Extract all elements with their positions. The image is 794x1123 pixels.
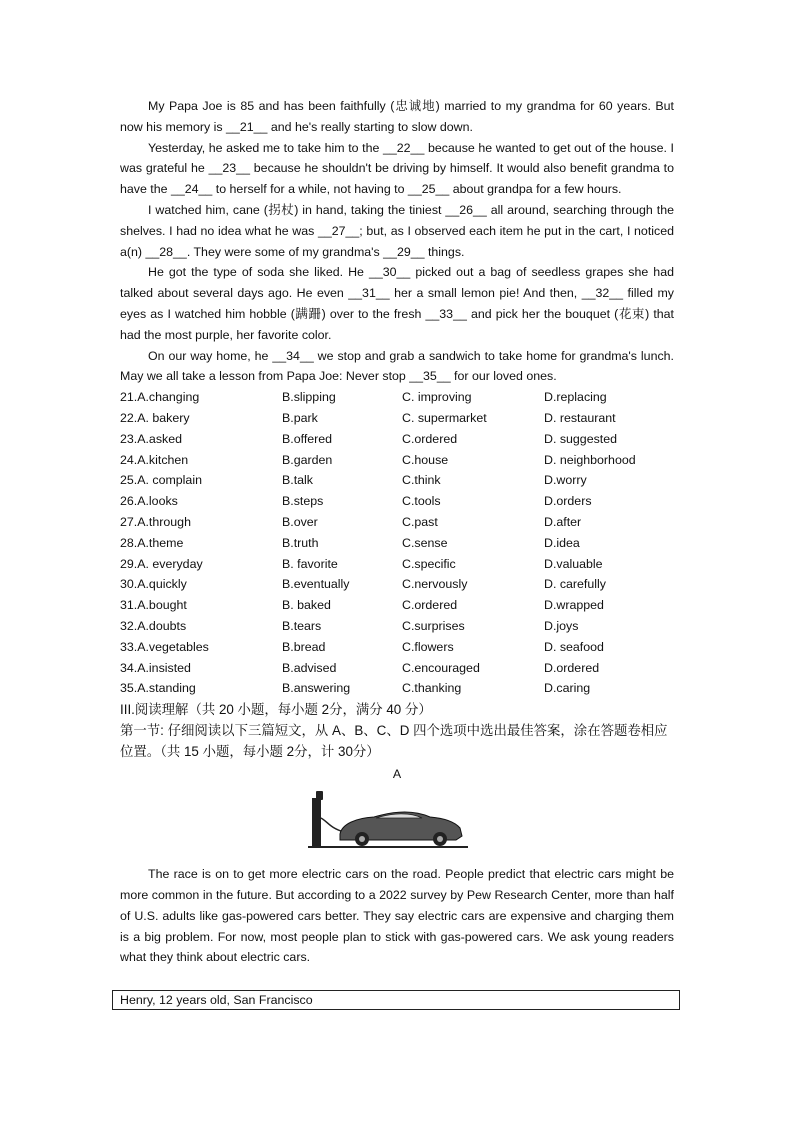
option-d: D.idea [544,535,580,550]
cloze-paragraph-3: I watched him, cane (拐杖) in hand, taking the tiniest __26__ all around, searching through the shelves. I had no idea what he was __27__; but, as I observed each item he put in the cart, I noticed a(n) __28__. They were some of my grandma's __29__ things. [120,202,674,259]
passage-label: A [392,767,402,782]
option-c: C.tools [402,494,441,509]
option-row [120,533,674,554]
option-d: D. carefully [544,577,606,592]
option-c: C.surprises [402,618,465,633]
option-row [120,678,674,699]
option-b: B.offered [282,431,333,446]
option-c: C.ordered [402,598,458,613]
option-b: B.over [282,514,318,529]
option-a: 32.A.doubts [120,618,187,633]
cloze-paragraph-1: My Papa Joe is 85 and has been faithfully (忠诚地) married to my grandma for 60 years. But now his memory is __21__ and he's really starting to slow down. [120,99,674,134]
option-row [120,387,674,408]
option-d: D.joys [544,618,579,633]
option-c: C.encouraged [402,660,480,675]
option-b: B.garden [282,452,333,467]
option-b: B.park [282,410,318,425]
option-row [120,574,674,595]
option-b: B.talk [282,473,313,488]
option-c: C.nervously [402,577,468,592]
option-a: 27.A.through [120,514,191,529]
option-row [120,658,674,679]
option-row [120,637,674,658]
option-a: 26.A.looks [120,494,178,509]
option-row [120,450,674,471]
option-b: B.truth [282,535,319,550]
option-c: C.sense [402,535,448,550]
option-d: D.worry [544,473,587,488]
option-b: B.eventually [282,577,350,592]
option-row [120,491,674,512]
passage-a-text: The race is on to get more electric cars on the road. People predict that electric cars might be more common in the future. But according to a 2022 survey by Pew Research Center, more than half of U.S. adults like gas-powered cars better. They say electric cars are expensive and charging them is a big problem. For now, most people plan to stick with gas-powered cars. We ask young readers what they think about electric cars. [120,867,674,965]
option-a: 29.A. everyday [120,556,203,571]
option-b: B.bread [282,639,326,654]
option-c: C.think [402,473,441,488]
option-a: 33.A.vegetables [120,639,209,654]
section-heading: III.阅读理解（共 20 小题，每小题 2分，满分 40 分） [120,702,432,718]
option-b: B. favorite [282,556,338,571]
section-instructions: 第一节: 仔细阅读以下三篇短文，从 A、B、C、D 四个选项中选出最佳答案，涂在答题卷相应位置。（共 15 小题，每小题 2分，计 30分） [120,723,668,760]
option-row [120,595,674,616]
electric-car-charging-icon [304,788,470,850]
option-a: 28.A.theme [120,535,184,550]
option-c: C.ordered [402,431,458,446]
reader-comment-box: Henry, 12 years old, San Francisco [112,990,680,1010]
option-d: D. restaurant [544,410,616,425]
option-c: C.flowers [402,639,454,654]
option-b: B.advised [282,660,337,675]
option-d: D. suggested [544,431,618,446]
option-a: 25.A. complain [120,473,202,488]
option-a: 35.A.standing [120,681,196,696]
option-b: B.answering [282,681,351,696]
option-row [120,512,674,533]
option-d: D. seafood [544,639,604,654]
car-image [120,788,674,852]
option-c: C. supermarket [402,410,487,425]
option-b: B.tears [282,618,322,633]
option-row [120,616,674,637]
option-a: 34.A.insisted [120,660,191,675]
cloze-paragraph-2: Yesterday, he asked me to take him to the __22__ because he wanted to get out of the house. I was grateful he __23__ because he shouldn't be driving by himself. It would also benefit grandma to have the __24__ to herself for a while, not having to __25__ about grandpa for a few hours. [120,140,674,197]
option-d: D.ordered [544,660,600,675]
option-d: D.replacing [544,390,607,405]
option-d: D.orders [544,494,592,509]
option-b: B.steps [282,494,324,509]
option-c: C.specific [402,556,456,571]
cloze-options [120,387,674,699]
option-a: 22.A. bakery [120,410,190,425]
option-row [120,408,674,429]
option-d: D.caring [544,681,591,696]
option-b: B. baked [282,598,331,613]
option-a: 24.A.kitchen [120,452,189,467]
option-a: 23.A.asked [120,431,182,446]
option-row [120,470,674,491]
option-a: 31.A.bought [120,598,187,613]
option-c: C. improving [402,390,472,405]
cloze-paragraph-5: On our way home, he __34__ we stop and grab a sandwich to take home for grandma's lunch. May we all take a lesson from Papa Joe: Never stop __35__ for our loved ones. [120,348,674,384]
option-d: D. neighborhood [544,452,636,467]
option-a: 30.A.quickly [120,577,187,592]
document-page [120,96,674,968]
option-row [120,429,674,450]
option-d: D.wrapped [544,598,604,613]
option-c: C.thanking [402,681,462,696]
option-d: D.valuable [544,556,603,571]
option-d: D.after [544,514,582,529]
option-c: C.house [402,452,449,467]
option-b: B.slipping [282,390,336,405]
option-row [120,554,674,575]
option-c: C.past [402,514,438,529]
cloze-paragraph-4: He got the type of soda she liked. He __30__ picked out a bag of seedless grapes she had talked about several days ago. He even __31__ her a small lemon pie! And then, __32__ filled my eyes as I watched him hobble (蹒跚) over to the fresh __33__ and pick her the bouquet (花束) that had the most purple, her favorite color. [120,265,674,342]
option-a: 21.A.changing [120,390,200,405]
